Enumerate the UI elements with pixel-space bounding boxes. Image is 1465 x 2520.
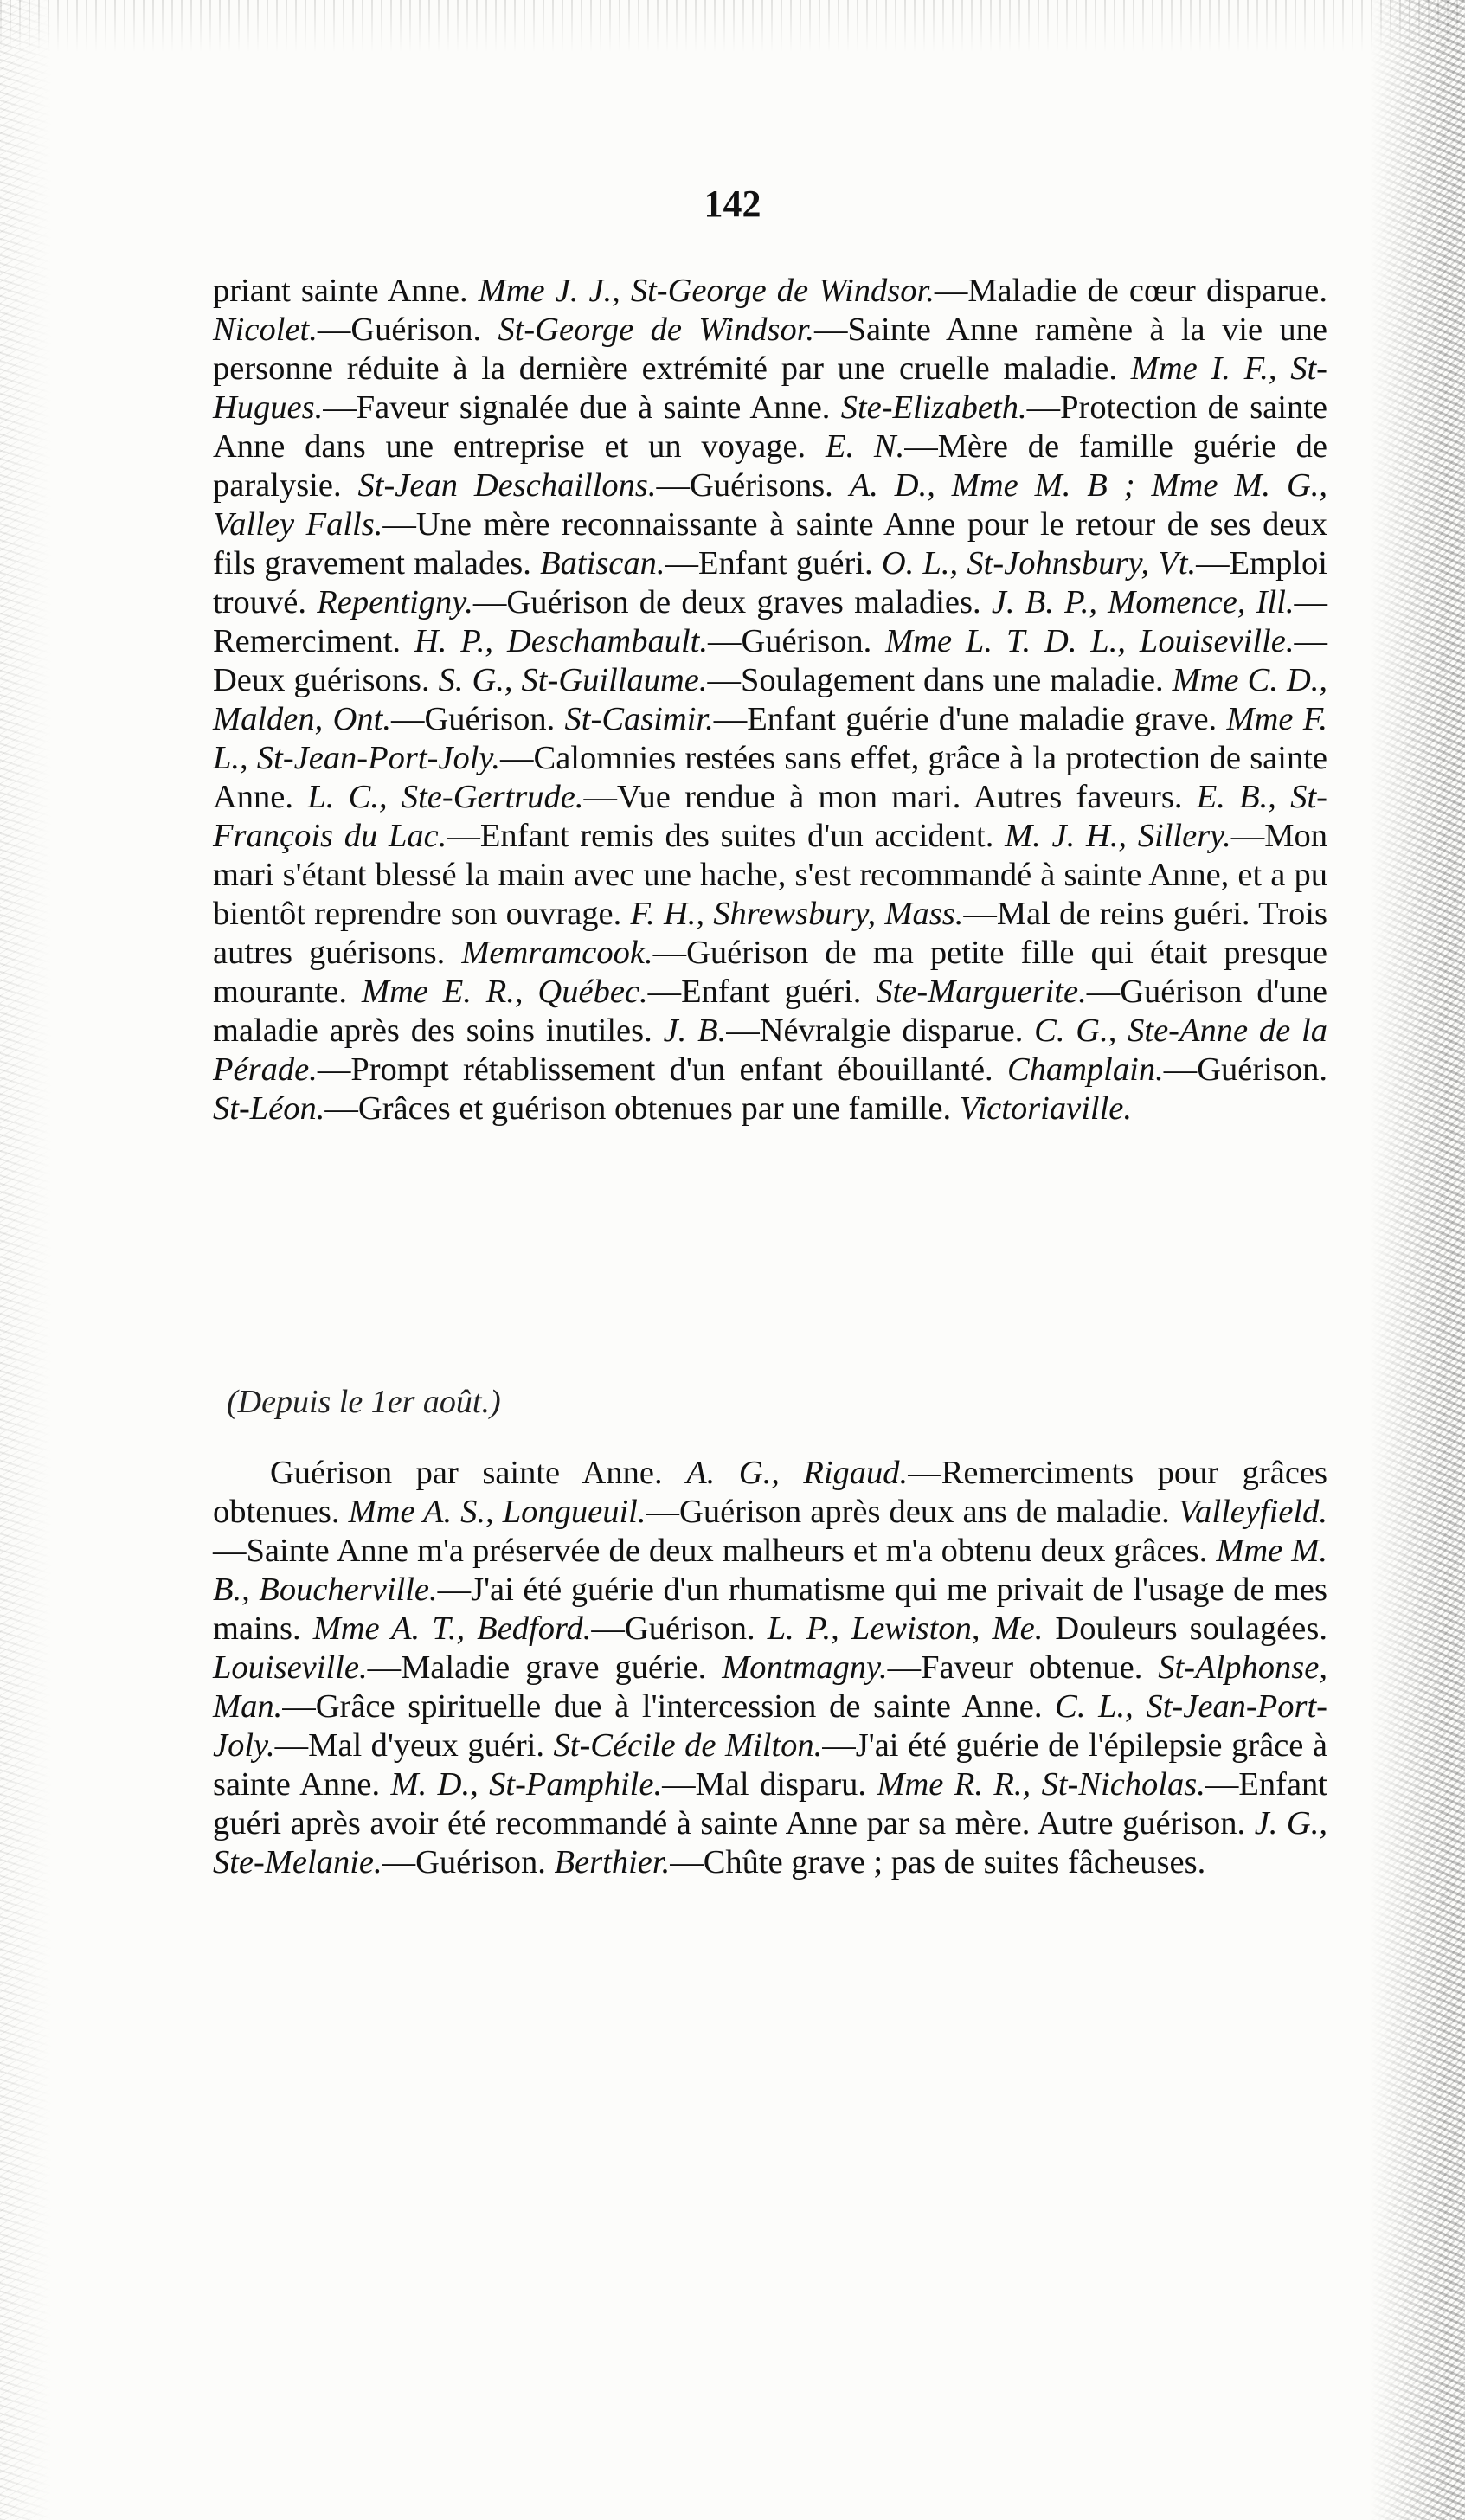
testimonial-attribution: Montmagny. — [722, 1649, 888, 1686]
testimonial-attribution: Valleyfield. — [1178, 1494, 1327, 1530]
testimonial-text: —Enfant guéri. — [665, 545, 882, 582]
testimonial-text: —Faveur obtenue. — [887, 1649, 1159, 1686]
testimonial-text: —Guérison. — [591, 1610, 768, 1647]
testimonial-text: —Faveur signalée due à sainte Anne. — [323, 389, 841, 426]
testimonial-text: —Mal d'yeux guéri. — [274, 1727, 554, 1764]
testimonial-text: —J'ai été guérie d'un rhumatisme qui me privait de l'usage de mes mains. — [213, 1572, 1327, 1647]
testimonial-attribution: Mme C. D., Malden, Ont. — [213, 662, 1328, 737]
testimonial-text: —Mon mari s'étant blessé la main avec une hache, s'est recommandé à sainte Anne, et a pu bientôt reprendre son ouvrage. — [213, 818, 1327, 932]
testimonial-attribution: Mme A. S., Longueuil. — [348, 1494, 646, 1530]
testimonial-text: —Guérison. — [707, 623, 886, 659]
testimonial-attribution: Victoriaville. — [959, 1090, 1133, 1127]
scan-edge-right — [1370, 0, 1465, 2520]
testimonial-attribution: Nicolet. — [213, 312, 318, 348]
testimonial-text: —Mal de reins guéri. Trois autres guérisons. — [213, 896, 1327, 971]
testimonial-attribution: Memramcook. — [461, 935, 653, 971]
testimonial-text: priant sainte Anne. — [213, 273, 479, 309]
testimonial-text: —Remerciment. — [213, 584, 1328, 659]
testimonial-attribution: Mme F. L., St-Jean-Port-Joly. — [213, 701, 1327, 776]
testimonial-text: —Sainte Anne ramène à la vie une personne réduite à la dernière extrémité par une cruelle maladie. — [213, 312, 1327, 387]
testimonial-text: —Enfant remis des suites d'un accident. — [447, 818, 1006, 854]
testimonial-attribution: St-Jean Deschaillons. — [357, 467, 657, 504]
testimonial-attribution: M. D., St-Pamphile. — [390, 1766, 663, 1803]
testimonial-text: —Prompt rétablissement d'un enfant ébouillanté. — [317, 1051, 1007, 1088]
testimonial-text: —Chûte grave ; pas de suites fâcheuses. — [670, 1844, 1206, 1880]
testimonial-attribution: St-Casimir. — [564, 701, 714, 737]
testimonial-text: —Vue rendue à mon mari. Autres faveurs. — [583, 779, 1197, 815]
testimonial-attribution: St-Léon. — [213, 1090, 325, 1127]
testimonial-attribution: Mme R. R., St-Nicholas. — [877, 1766, 1205, 1803]
testimonial-attribution: F. H., Shrewsbury, Mass. — [630, 896, 964, 932]
testimonial-attribution: M. J. H., Sillery. — [1005, 818, 1231, 854]
testimonial-attribution: J. B. P., Momence, Ill. — [991, 584, 1295, 620]
testimonial-attribution: A. G., Rigaud. — [686, 1455, 909, 1491]
testimonial-attribution: E. N. — [825, 428, 905, 465]
scan-edge-left — [0, 0, 52, 2520]
testimonial-text: —Guérison après deux ans de maladie. — [646, 1494, 1179, 1530]
testimonial-text: —Emploi trouvé. — [213, 545, 1327, 620]
testimonial-attribution: Mme J. J., St-George de Windsor. — [478, 273, 935, 309]
testimonial-text: —Grâce spirituelle due à l'intercession de sainte Anne. — [282, 1688, 1056, 1725]
testimonial-attribution: J. B. — [663, 1012, 727, 1049]
testimonial-text: —Guérison de deux graves maladies. — [472, 584, 992, 620]
testimonial-attribution: St-Alphonse, Man. — [213, 1649, 1327, 1725]
testimonial-attribution: S. G., St-Guillaume. — [438, 662, 708, 698]
testimonial-text: —Deux guérisons. — [213, 623, 1327, 698]
testimonial-attribution: L. P., Lewiston, Me. — [767, 1610, 1044, 1647]
testimonial-text: —Une mère reconnaissante à sainte Anne pour le retour de ses deux fils gravement malades. — [213, 506, 1328, 582]
testimonial-attribution: St-George de Windsor. — [498, 312, 815, 348]
testimonial-attribution: Mme I. F., St-Hugues. — [213, 350, 1328, 426]
testimonial-attribution: A. D., Mme M. B ; Mme M. G., Valley Falls. — [213, 467, 1327, 543]
testimonial-text: —Mère de famille guérie de paralysie. — [213, 428, 1327, 504]
testimonial-text: Douleurs soulagées. — [1043, 1610, 1327, 1647]
testimonial-attribution: Mme M. B., Boucherville. — [213, 1533, 1327, 1608]
testimonial-text: —Guérison. — [317, 312, 498, 348]
testimonial-attribution: Repentigny. — [317, 584, 473, 620]
testimonial-attribution: Ste-Elizabeth. — [840, 389, 1027, 426]
testimonial-text: —Guérison. — [1163, 1051, 1327, 1088]
page-number: 142 — [704, 183, 761, 225]
testimonial-attribution: Louiseville. — [213, 1649, 368, 1686]
testimonial-attribution: C. G., Ste-Anne de la Pérade. — [213, 1012, 1327, 1088]
paragraph-testimonials-1 — [213, 272, 1327, 1128]
testimonial-text: —Enfant guéri après avoir été recommandé à sainte Anne par sa mère. Autre guérison. — [213, 1766, 1327, 1842]
testimonial-attribution: C. L., St-Jean-Port-Joly. — [213, 1688, 1327, 1764]
testimonial-text: —Remerciments pour grâces obtenues. — [213, 1455, 1327, 1530]
testimonial-attribution: St-Cécile de Milton. — [553, 1727, 823, 1764]
testimonial-text: —J'ai été guérie de l'épilepsie grâce à sainte Anne. — [213, 1727, 1327, 1803]
scan-edge-top — [0, 0, 1465, 52]
testimonial-text: —Grâces et guérison obtenues par une famille. — [324, 1090, 960, 1127]
testimonial-attribution: O. L., St-Johnsbury, Vt. — [881, 545, 1197, 582]
testimonial-text: —Guérisons. — [656, 467, 850, 504]
testimonial-text: —Guérison. — [382, 1844, 555, 1880]
testimonial-text: —Calomnies restées sans effet, grâce à la protection de sainte Anne. — [213, 740, 1327, 815]
testimonial-attribution: Batiscan. — [540, 545, 665, 582]
testimonial-attribution: J. G., Ste-Melanie. — [213, 1805, 1327, 1880]
testimonial-attribution: Mme E. R., Québec. — [361, 974, 648, 1010]
testimonial-text: —Guérison d'une maladie après des soins inutiles. — [213, 974, 1328, 1049]
testimonial-attribution: L. C., Ste-Gertrude. — [307, 779, 584, 815]
testimonial-text: —Névralgie disparue. — [726, 1012, 1035, 1049]
testimonial-text: —Guérison. — [390, 701, 565, 737]
testimonial-text: Guérison par sainte Anne. — [270, 1455, 687, 1491]
testimonial-attribution: Mme A. T., Bedford. — [312, 1610, 592, 1647]
testimonial-text: —Maladie grave guérie. — [367, 1649, 723, 1686]
testimonial-text: —Enfant guéri. — [647, 974, 877, 1010]
testimonial-text: —Guérison de ma petite fille qui était presque mourante. — [213, 935, 1327, 1010]
testimonial-text: —Maladie de cœur disparue. — [934, 273, 1327, 309]
testimonial-attribution: Champlain. — [1006, 1051, 1164, 1088]
testimonial-text: —Protection de sainte Anne dans une entreprise et un voyage. — [213, 389, 1328, 465]
testimonial-attribution: E. B., St-François du Lac. — [213, 779, 1327, 854]
testimonial-text: —Sainte Anne m'a préservée de deux malheurs et m'a obtenu deux grâces. — [213, 1533, 1217, 1569]
section-heading: (Depuis le 1er août.) — [227, 1384, 501, 1420]
testimonial-text: —Enfant guérie d'une maladie grave. — [713, 701, 1227, 737]
testimonial-attribution: H. P., Deschambault. — [414, 623, 708, 659]
testimonial-text: —Mal disparu. — [662, 1766, 877, 1803]
testimonial-text: —Soulagement dans une maladie. — [707, 662, 1173, 698]
testimonial-attribution: Berthier. — [554, 1844, 671, 1880]
paragraph-testimonials-2 — [213, 1454, 1327, 1882]
testimonial-attribution: Mme L. T. D. L., Louiseville. — [885, 623, 1295, 659]
testimonial-attribution: Ste-Marguerite. — [876, 974, 1087, 1010]
